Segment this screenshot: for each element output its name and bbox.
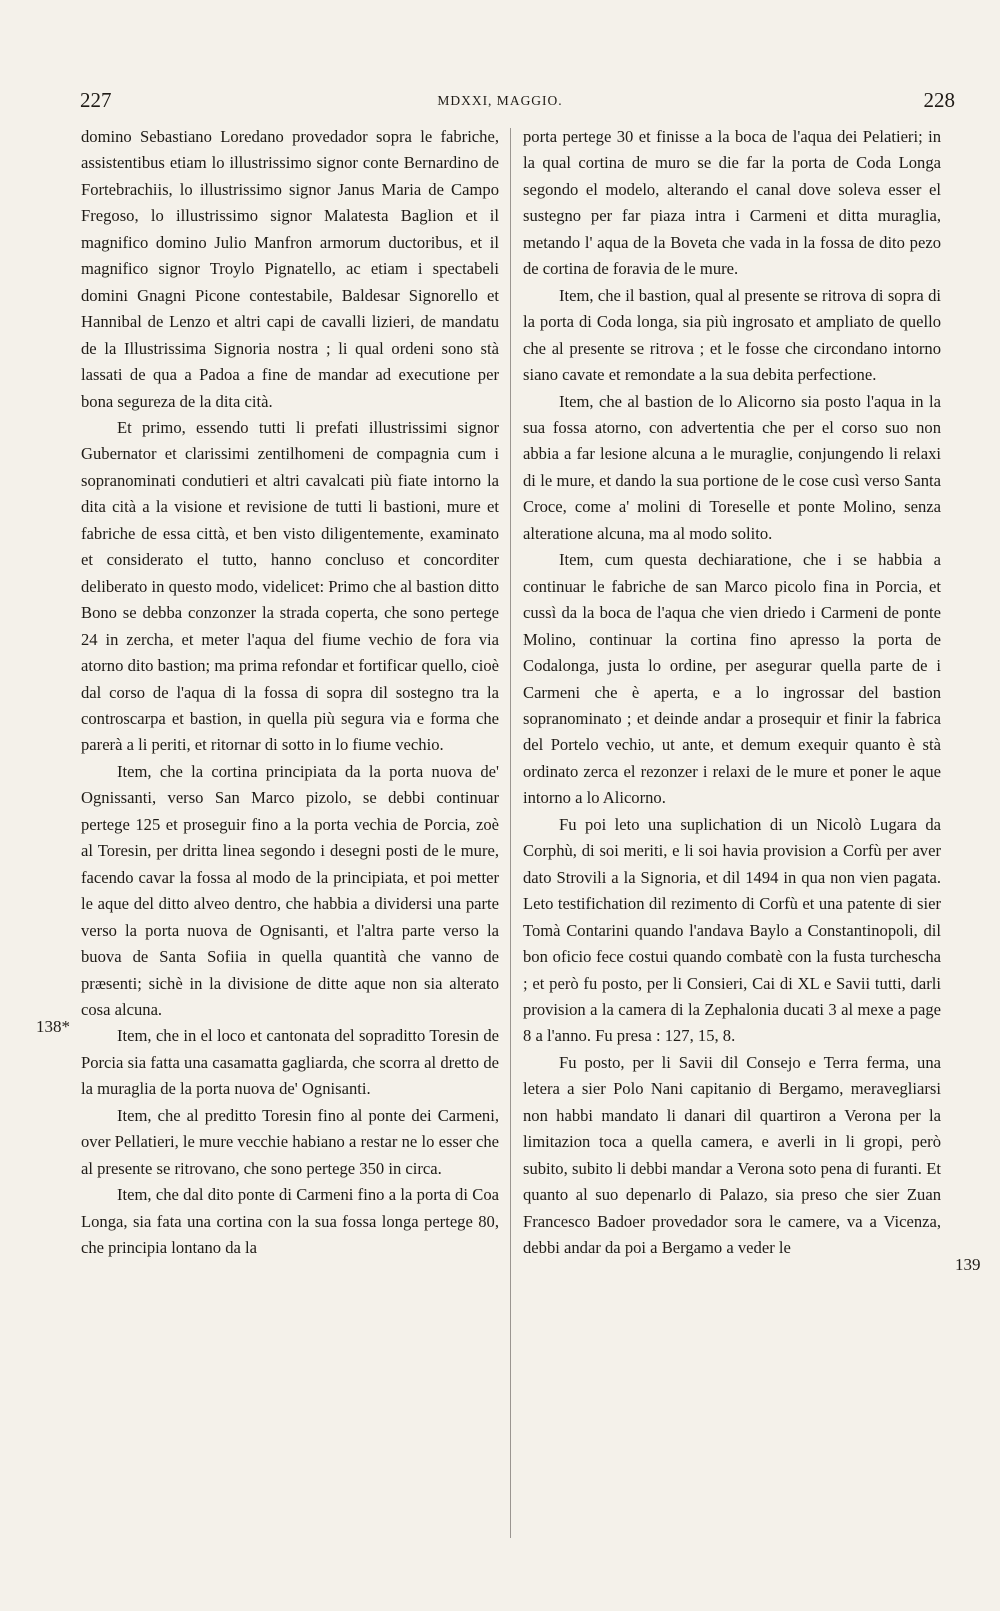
left-column (81, 124, 499, 1261)
paragraph: Item, cum questa dechiaratione, che i se habbia a continuar le fabriche de san Marco picolo fina in Porcia, et cussì da la boca de l'aqua che vien driedo i Carmeni de ponte Molino, continuar la cortina fino apresso la porta de Codalonga, justa lo ordine, per asegurar quella parte de i Carmeni che è aperta, e a lo ingrossar del bastion sopranominato ; et deinde andar a prosequir et finir la fabrica del Portelo vechio, ut ante, et demum exequir quanto è stà ordinato zerca el rezonzer i relaxi de le mure et poner le aque intorno a lo Alicorno. (523, 550, 941, 808)
paragraph: Item, che al bastion de lo Alicorno sia posto l'aqua in la sua fossa atorno, con advertentia che per el corso suo non abbia a far lesione alcuna a le muraglie, conjungendo li relaxi di le mure, et dando la sua portione de le cose cusì verso Santa Croce, come a' molini di Toreselle et ponte Molino, senza alteratione alcuna, ma al modo solito. (523, 391, 941, 543)
column-divider (510, 128, 511, 1538)
page-number-left: 227 (80, 88, 112, 112)
paragraph: porta pertege 30 et finisse a la boca de l'aqua dei Pelatieri; in la qual cortina de muro se die far la porta de Coda Longa segondo el modelo, alterando el canal dove soleva esser el sustegno per far piaza intra i Carmeni et ditta muraglia, metando l' aqua de la Boveta che vada in la fossa de dito pezo de cortina de foravia de le mure. (523, 127, 941, 279)
paragraph: Item, che al preditto Toresin fino al ponte dei Carmeni, over Pellatieri, le mure vecchie habiano a restar ne lo esser che al presente se ritrovano, che sono pertege 350 in circa. (81, 1105, 499, 1178)
running-title: MDXXI, MAGGIO. (437, 93, 563, 108)
paragraph: Et primo, essendo tutti li prefati illustrissimi signor Gubernator et clarissimi zentilhomeni de compagnia cum i sopranominati condutieri et altri cavalcati più fiate intorno la dita cità a la visione et revisione de tutti li bastioni, mure et fabriche de essa città, et ben visto diligentemente, examinato et considerato el tutto, hanno concluso et concorditer deliberato in questo modo, videlicet: Primo che al bastion ditto Bono se debba conzonzer la strada coperta, che sono pertege 24 in zercha, et meter l'aqua del fiume vechio de fora via atorno dito bastion; ma prima refondar et fortificar quello, cioè dal corso de l'aqua di la fossa di sopra dil sostegno tra la controscarpa et bastion, in quella più segura via e forma che parerà a li periti, et ritornar di sotto in lo fiume vechio. (81, 417, 499, 755)
margin-note-right: 139 (955, 1255, 981, 1274)
page-number-right: 228 (923, 88, 955, 112)
paragraph: Fu poi leto una suplichation di un Nicolò Lugara da Corphù, di soi meriti, e li soi havia provision a Corfù per aver dato Strovili a la Signoria, et dil 1494 in qua non vien pagata. Leto testifichation dil rezimento di Corfù et una patente di sier Tomà Contarini quando l'andava Baylo a Constantinopoli, dil bon oficio fece costui quando combatè con la fusta turchescha ; et però fu posto, per li Consieri, Cai di XL e Savii tutti, darli provision a la camera di la Zephalonia ducati 3 al mexe a page 8 a l'anno. Fu presa : 127, 15, 8. (523, 814, 941, 1046)
paragraph: Item, che dal dito ponte di Carmeni fino a la porta di Coa Longa, sia fata una cortina con la sua fossa longa pertege 80, che principia lontano da la (81, 1185, 499, 1258)
paragraph: Fu posto, per li Savii dil Consejo e Terra ferma, una letera a sier Polo Nani capitanio di Bergamo, meravegliarsi non habbi mandato li danari dil quartiron a Verona per la limitazion toca a quella camera, e averli in li gropi, però subito, subito li debbi mandar a Verona soto pena di furanti. Et quanto al suo depenarlo di Palazo, sia preso che sier Zuan Francesco Badoer provedador sora le camere, va a Vicenza, debbi andar da poi a Bergamo a veder le (523, 1052, 941, 1258)
margin-note-left: 138* (36, 1017, 70, 1036)
paragraph: Item, che il bastion, qual al presente se ritrova di sopra di la porta di Coda longa, sia più ingrosato et ampliato de quello che al presente se ritrova ; et le fosse che circondano intorno siano cavate et remondate a la sua debita perfectione. (523, 285, 941, 385)
right-column (523, 124, 941, 1261)
paragraph: domino Sebastiano Loredano provedador sopra le fabriche, assistentibus etiam lo illustrissimo signor conte Bernardino de Fortebrachiis, lo illustrissimo signor Janus Maria de Campo Fregoso, lo illustrissimo signor Malatesta Baglion et il magnifico domino Julio Manfron armorum ductoribus, et il magnifico signor Troylo Pignatello, ac etiam i spectabeli domini Gnagni Picone contestabile, Baldesar Signorello et Hannibal de Lenzo et altri capi de cavalli lizieri, de mandatu de la Illustrissima Signoria nostra ; li qual ordeni sono stà lassati de qua a Padoa a fine de mandar ad executione per bona segureza de la dita cità. (81, 127, 499, 411)
paragraph: Item, che in el loco et cantonata del sopraditto Toresin de Porcia sia fatta una casamatta gagliarda, che scorra al dretto de la muraglia de la porta nuova de' Ognisanti. (81, 1026, 499, 1099)
paragraph: Item, che la cortina principiata da la porta nuova de' Ognissanti, verso San Marco pizolo, se debbi continuar pertege 125 et proseguir fino a la porta vechia de Porcia, zoè al Toresin, per dritta linea segondo i desegni posti de le mure, facendo cavar la fossa al modo de la principiata, et poi metter le aque del ditto alveo dentro, che habbia a dividersi una parte verso la porta nuova de Ognisanti, et l'altra parte verso la buova de Santa Sofiia in quella quantità che vanno de præsenti; sichè in la divisione de ditte aque non sia alterato cosa alcuna. (81, 761, 499, 1019)
page-header (0, 88, 1000, 118)
